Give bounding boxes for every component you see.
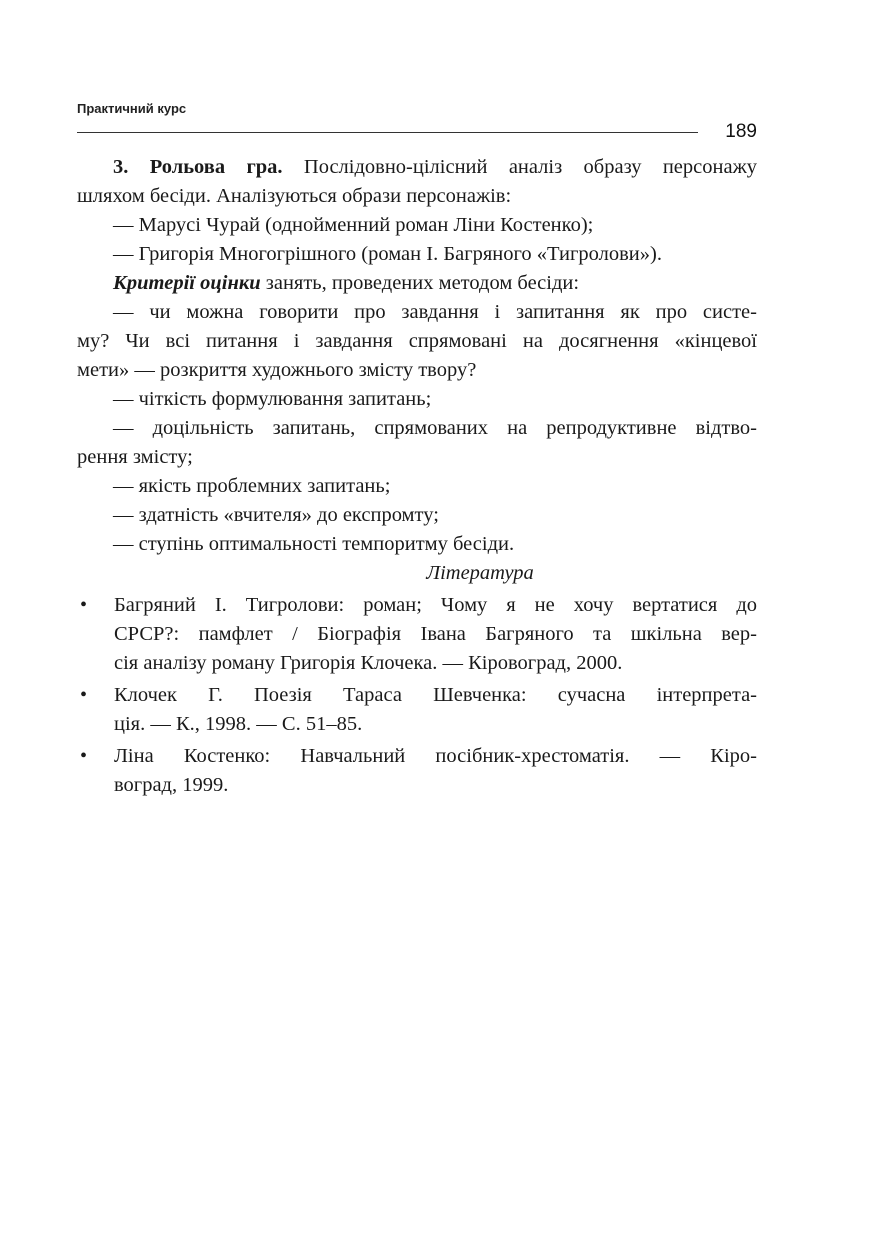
criteria-line: рення змісту; xyxy=(77,446,193,468)
bibliography-item xyxy=(77,742,757,800)
bibliography-line: Клочек Г. Поезія Тараса Шевченка: сучасна інтерпрета- xyxy=(114,684,757,706)
character-line: — Марусі Чурай (однойменний роман Ліни Костенко); xyxy=(113,214,594,236)
section-intro-line-1 xyxy=(113,153,757,182)
bibliography-line: СРСР?: памфлет / Біографія Івана Багряного та шкільна вер- xyxy=(114,623,757,645)
criteria-intro-text: занять, проведених методом бесіди: xyxy=(260,272,580,294)
criteria-line: — доцільність запитань, спрямованих на репродуктивне відтво- xyxy=(113,417,757,439)
page-number: 189 xyxy=(725,121,757,142)
bibliography-line: воград, 1999. xyxy=(114,774,229,796)
criteria-line: мети» — розкриття художнього змісту твору? xyxy=(77,359,477,381)
bullet-icon: • xyxy=(80,594,88,616)
bullet-icon: • xyxy=(80,684,88,706)
bullet-icon: • xyxy=(80,745,88,767)
bibliography-item xyxy=(77,591,757,678)
bibliography-line: сія аналізу роману Григорія Клочека. — Кіровоград, 2000. xyxy=(114,652,623,674)
criteria-label: Критерії оцінки xyxy=(113,272,261,294)
bibliography-line: Ліна Костенко: Навчальний посібник-хрестоматія. — Кіро- xyxy=(114,745,757,767)
bibliography-line: Багряний І. Тигролови: роман; Чому я не хочу вертатися до xyxy=(114,594,757,616)
criteria-line: — ступінь оптимальності темпоритму бесіди. xyxy=(113,533,515,555)
bibliography-line: ція. — К., 1998. — С. 51–85. xyxy=(114,713,363,735)
header-rule xyxy=(77,132,698,133)
criteria-line: — чіткість формулювання запитань; xyxy=(113,388,432,410)
criteria-line: — якість проблемних запитань; xyxy=(113,475,391,497)
section-intro-text: Послідовно-цілісний аналіз образу персонажу xyxy=(282,156,757,178)
character-line: — Григорія Многогрішного (роман І. Багряного «Тигролови»). xyxy=(113,243,662,265)
criteria-line: — здатність «вчителя» до експромту; xyxy=(113,504,439,526)
criteria-line: му? Чи всі питання і завдання спрямовані на досягнення «кінцевої xyxy=(77,330,757,352)
literature-heading: Література xyxy=(426,562,534,584)
page-body xyxy=(77,153,757,800)
section-intro-line-2: шляхом бесіди. Аналізуються образи персонажів: xyxy=(77,185,512,207)
criteria-line: — чи можна говорити про завдання і запитання як про систе- xyxy=(113,301,757,323)
running-head-title: Практичний курс xyxy=(77,101,187,116)
bibliography-list xyxy=(77,591,757,800)
criteria-intro xyxy=(113,269,757,298)
section-heading: 3. Рольова гра. xyxy=(113,156,283,178)
bibliography-item xyxy=(77,681,757,739)
